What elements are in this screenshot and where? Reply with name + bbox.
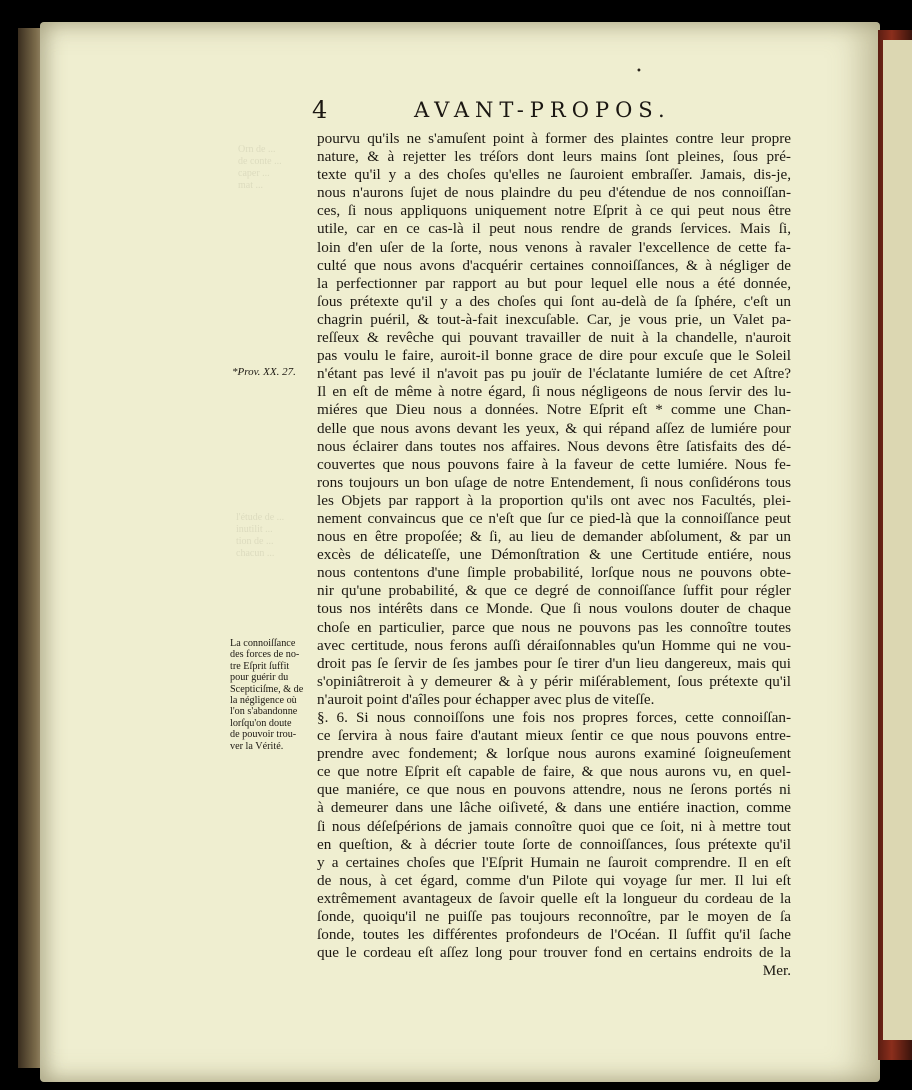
sidenote-line: ver la Vérité.: [230, 740, 284, 752]
text-line: excès de délicateſſe, une Démonſtration & une Certitude entiére, nous: [317, 546, 791, 564]
margin-reference: *Prov. XX. 27.: [232, 366, 296, 378]
text-line: nous contentons d'une ſimple probabilité, lorſque nous ne pouvons obte-: [317, 564, 791, 582]
text-line: ſonde, toutes les différentes profondeurs de l'Océan. Il ſuffit qu'il ſache: [317, 926, 791, 944]
body-text: [317, 130, 791, 980]
page-title: AVANT-PROPOS.: [414, 98, 671, 122]
text-line: culté que nous avons d'acquérir certaines connoiſſances, & à négliger de: [317, 256, 791, 274]
text-line: reſſeux & revêche qui pouvant travailler de nuit à la chandelle, n'auroit: [317, 329, 791, 347]
text-line: de nous, à cet égard, comme d'un Pilote qui voyage ſur mer. Il lui eſt: [317, 871, 791, 889]
text-line: tous nos intérêts dans ce Monde. Que ſi nous voulons douter de chaque: [317, 600, 791, 618]
text-line: ces, ſi nous appliquons uniquement notre Eſprit à ce qui peut nous être: [317, 202, 791, 220]
text-line: texte qu'il y a des choſes qu'elles ne ſauroient embraſſer. Jamais, dis-je,: [317, 166, 791, 184]
text-line: nous en être propoſée; & ſi, au lieu de demander abſolument, & par un: [317, 528, 791, 546]
text-line: nature, & à rejetter les tréſors dont leurs mains ſont pleines, ſous pré-: [317, 148, 791, 166]
text-line: ſonde, quoiqu'il ne puiſſe pas toujours reconnoître, par le moyen de ſa: [317, 908, 791, 926]
text-line: les Objets par rapport à la proportion qu'ils ont avec nos Facultés, plei-: [317, 491, 791, 509]
sidenote-line: des forces de no-: [230, 649, 300, 661]
text-line: Mer.: [762, 962, 791, 980]
text-line: delle que nous avons devant les yeux, & qui répand aſſez de lumiére pour: [317, 419, 791, 437]
text-line: nement convaincus que ce n'eſt que ſur ce pied-là que la connoiſſance peut: [317, 509, 791, 527]
sidenote-line: La connoiſſance: [230, 638, 296, 649]
sidenote-line: pour guérir du: [230, 672, 289, 684]
running-header: [0, 96, 912, 126]
page-mark: •: [636, 66, 642, 77]
text-line: §. 6. Si nous connoiſſons une fois nos propres forces, cette connoiſſan-: [317, 709, 791, 726]
sidenote-line: Scepticiſme, & de: [230, 683, 304, 695]
text-line: pas voulu le faire, auroit-il bonne grace de dire pour excuſe que le Soleil: [317, 347, 791, 365]
text-line: loin d'en uſer de la ſorte, nous venons à ravaler l'excellence de cette fa-: [317, 238, 791, 256]
text-line: prendre avec fondement; & lorſque nous aurons examiné ſoigneuſement: [317, 745, 791, 763]
facing-page-edge: [883, 40, 912, 1040]
text-line: extrêmement avantageux de ſavoir quelle eſt la longueur du cordeau de la: [317, 889, 791, 907]
text-line: ſi nous déſeſpérions de jamais connoître quoi que ce ſoit, ni à mettre tout: [317, 817, 791, 835]
text-line: y a certaines choſes que l'Eſprit Humain ne ſauroit comprendre. Il en eſt: [317, 853, 791, 871]
text-line: la perfectionner par rapport au but pour lequel elle nous a été donnée,: [317, 274, 791, 292]
text-line: choſe en particulier, parce que nous ne pouvons pas les connoître toutes: [317, 618, 791, 636]
text-line: pourvu qu'ils ne s'amuſent point à former des plaintes contre leur propre: [317, 130, 791, 147]
text-line: nous n'aurons ſujet de nous plaindre du peu d'étendue de nos connoiſſan-: [317, 184, 791, 202]
text-line: nir qu'une probabilité, & que ce degré de connoiſſance ſuffit pour régler: [317, 582, 791, 600]
text-line: rons toujours un bon uſage de notre Entendement, ſi nous conſidérons tous: [317, 473, 791, 491]
text-line: en queſtion, & à décrier toute ſorte de connoiſſances, ſous prétexte qu'il: [317, 835, 791, 853]
text-line: Il en eſt de même à notre égard, ſi nous négligeons de nous ſervir des lu-: [317, 383, 791, 401]
text-line: à demeurer dans une lâche oiſiveté, & dans une entiére inaction, comme: [317, 799, 791, 817]
text-line: n'étant pas levé il n'avoit pas pu jouïr de l'éclatante lumiére de cet Aſtre?: [317, 365, 791, 383]
text-line: couvertes que nous pouvons faire à la faveur de cette lumiére. Nous fe-: [317, 455, 791, 473]
text-line: chagrin puéril, & tout-à-fait inexcuſable. Car, je vous prie, un Valet pa-: [317, 310, 791, 328]
sidenote-line: tre Eſprit ſuffit: [230, 660, 290, 672]
text-line: ce que notre Eſprit eſt capable de faire, & que nous aurons vu, en quel-: [317, 763, 791, 781]
text-line: s'opiniâtreroit à y demeurer & à y périr miſérablement, ſous prétexte qu'il: [317, 672, 791, 690]
bleed-through: Orn de ... de conte ... caper ... mat ...: [238, 144, 282, 191]
text-line: nous éclairer dans toutes nos affaires. Nous devons être ſatisfaits des dé-: [317, 437, 791, 455]
text-line: n'auroit point d'aîles pour échapper avec plus de viteſſe.: [317, 690, 655, 708]
text-line: ſous prétexte qu'il y a des choſes qui ſont au-delà de ſa ſphére, c'eſt un: [317, 292, 791, 310]
text-line: avec certitude, nous ferons auſſi déraiſonnables qu'un Homme qui ne vou-: [317, 636, 791, 654]
text-line: utile, car en ce cas-là il peut nous rendre de grands ſervices. Mais ſi,: [317, 220, 791, 238]
margin-sidenote: [230, 638, 316, 752]
text-line: que le cordeau eſt aſſez long pour trouver fond en certains endroits de la: [317, 944, 791, 962]
page-number: 4: [312, 96, 328, 124]
text-line: miéres que Dieu nous a données. Notre Eſprit eſt * comme une Chan-: [317, 401, 791, 419]
sidenote-line: lorſqu'on doute: [230, 717, 292, 729]
sidenote-line: la négligence où: [230, 695, 297, 707]
text-line: que maniére, ce que nous en pouvons attendre, nous ne ſerons portés ni: [317, 781, 791, 799]
sidenote-line: l'on s'abandonne: [230, 706, 298, 718]
sidenote-line: de pouvoir trou-: [230, 729, 297, 741]
bleed-through: l'étude de ... inutilit ... tion de ... chacun ...: [236, 512, 285, 559]
text-line: ce ſervira à nous faire d'autant mieux ſentir ce que nous pouvons entre-: [317, 727, 791, 745]
text-line: droit pas ſe ſervir de ſes jambes pour ſe tirer d'un lieu dangereux, mais qui: [317, 654, 791, 672]
